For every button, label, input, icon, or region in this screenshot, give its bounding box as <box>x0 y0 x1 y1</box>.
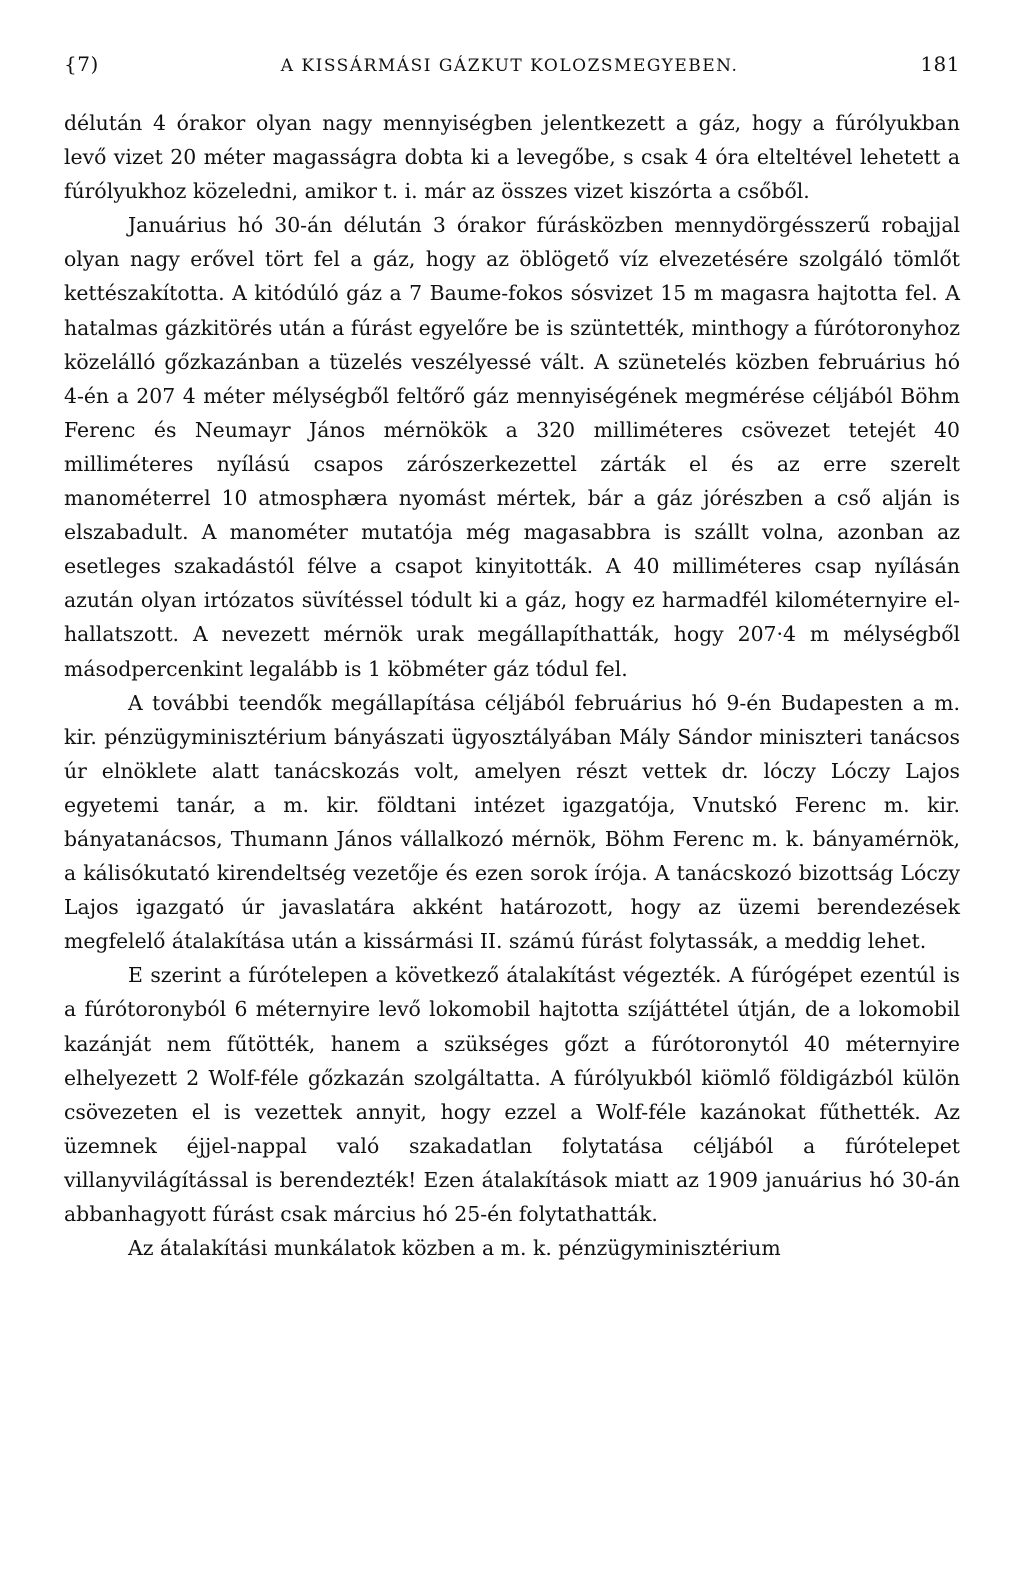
article-body <box>64 106 960 1265</box>
paragraph: Az átalakítási munkálatok közben a m. k. pénzügyminisztérium <box>128 1236 781 1261</box>
page-header <box>64 52 960 92</box>
page-number: 181 <box>920 52 960 76</box>
paragraph: délután 4 órakor olyan nagy mennyiségben jelentkezett a gáz, hogy a fúrólyukban levő vizet 20 méter magasságra dobta ki a levegőbe, s csak 4 óra elteltével lehetett a fúrólyukhoz közeledni, amikor t. i. már az összes vizet kiszórta a csőből. <box>64 111 960 204</box>
paragraph: E szerint a fúrótelepen a következő átalakítást végezték. A fúrógépet ezentúl is a fúrótoronyból 6 méternyire levő lokomobil hajtotta szíjáttétel útján, de a lokomobil kazánját nem fűtötték, hanem a szükséges gőzt a fúrótoronytól 40 méternyire elhelyezett 2 Wolf-féle gőzkazán szolgáltatta. A fúrólyukból kiömlő földigázból külön csövezeten el is vezettek annyit, hogy ezzel a Wolf-féle kazánokat fűthették. Az üzemnek éjjel-nappal való szakadatlan folytatása céljából a fúrótelepet villanyvilágítással is berendezték! Ezen átalakítások miatt az 1909 januárius hó 30-án abbanhagyott fúrást csak március hó 25-én folytathatták. <box>64 963 960 1226</box>
paragraph: A további teendők megállapítása céljából februárius hó 9-én Budapesten a m. kir. pénzügyminisztérium bányászati ügyosztályában Mály Sándor miniszteri tanácsos úr elnöklete alatt tanácskozás volt, amelyen részt vettek dr. lóczy Lóczy Lajos egyetemi tanár, a m. kir. földtani intézet igazgatója, Vnutskó Ferenc m. kir. bányatanácsos, Thumann János vállalkozó mérnök, Böhm Ferenc m. k. bányamérnök, a kálisókutató kirendeltség vezetője és ezen sorok írója. A tanácskozó bizottság Lóczy Lajos igazgató úr javaslatára akként határozott, hogy az üzemi berendezések megfelelő átalakítása után a kissármási II. számú fúrást folytassák, a meddig lehet. <box>64 690 960 954</box>
book-page <box>64 52 960 1265</box>
running-title: A KISSÁRMÁSI GÁZKUT KOLOZSMEGYEBEN. <box>280 56 739 76</box>
paragraph: Januárius hó 30-án délután 3 órakor fúrásközben mennydörgésszerű robajjal olyan nagy erővel tört fel a gáz, hogy az öblögető víz elvezetésére szolgáló tömlőt kettészakította. A kitódúló gáz a 7 Baume-fokos sósvizet 15 m magasra hajtotta fel. A hatalmas gázkitörés után a fúrást egyelőre be is szüntették, minthogy a fúrótoronyhoz közelálló gőzkazánban a tüzelés veszélyessé vált. A szünetelés közben februárius hó 4-én a 207 4 méter mélységből feltőrő gáz mennyiségének megmérése céljából Böhm Ferenc és Neumayr János mérnökök a 320 milliméteres csövezet tetejét 40 milliméteres nyílású csapos zárószerkezettel zárták el és az erre szerelt manométerrel 10 atmosphæra nyomást mértek, bár a gáz jórészben a cső alján is elszabadult. A manométer mutatója még magasabbra is szállt volna, azonban az esetleges szakadástól félve a csapot kinyitották. A 40 milliméteres csap nyílásán azután olyan irtózatos süvítéssel tódult ki a gáz, hogy ez harmadfél kilométernyire el-hallatszott. A nevezett mérnök urak megállapíthatták, hogy 207·4 m mélységből másodpercenkint legalább is 1 köbméter gáz tódul fel. <box>64 213 960 681</box>
chapter-number: {7) <box>64 52 99 76</box>
